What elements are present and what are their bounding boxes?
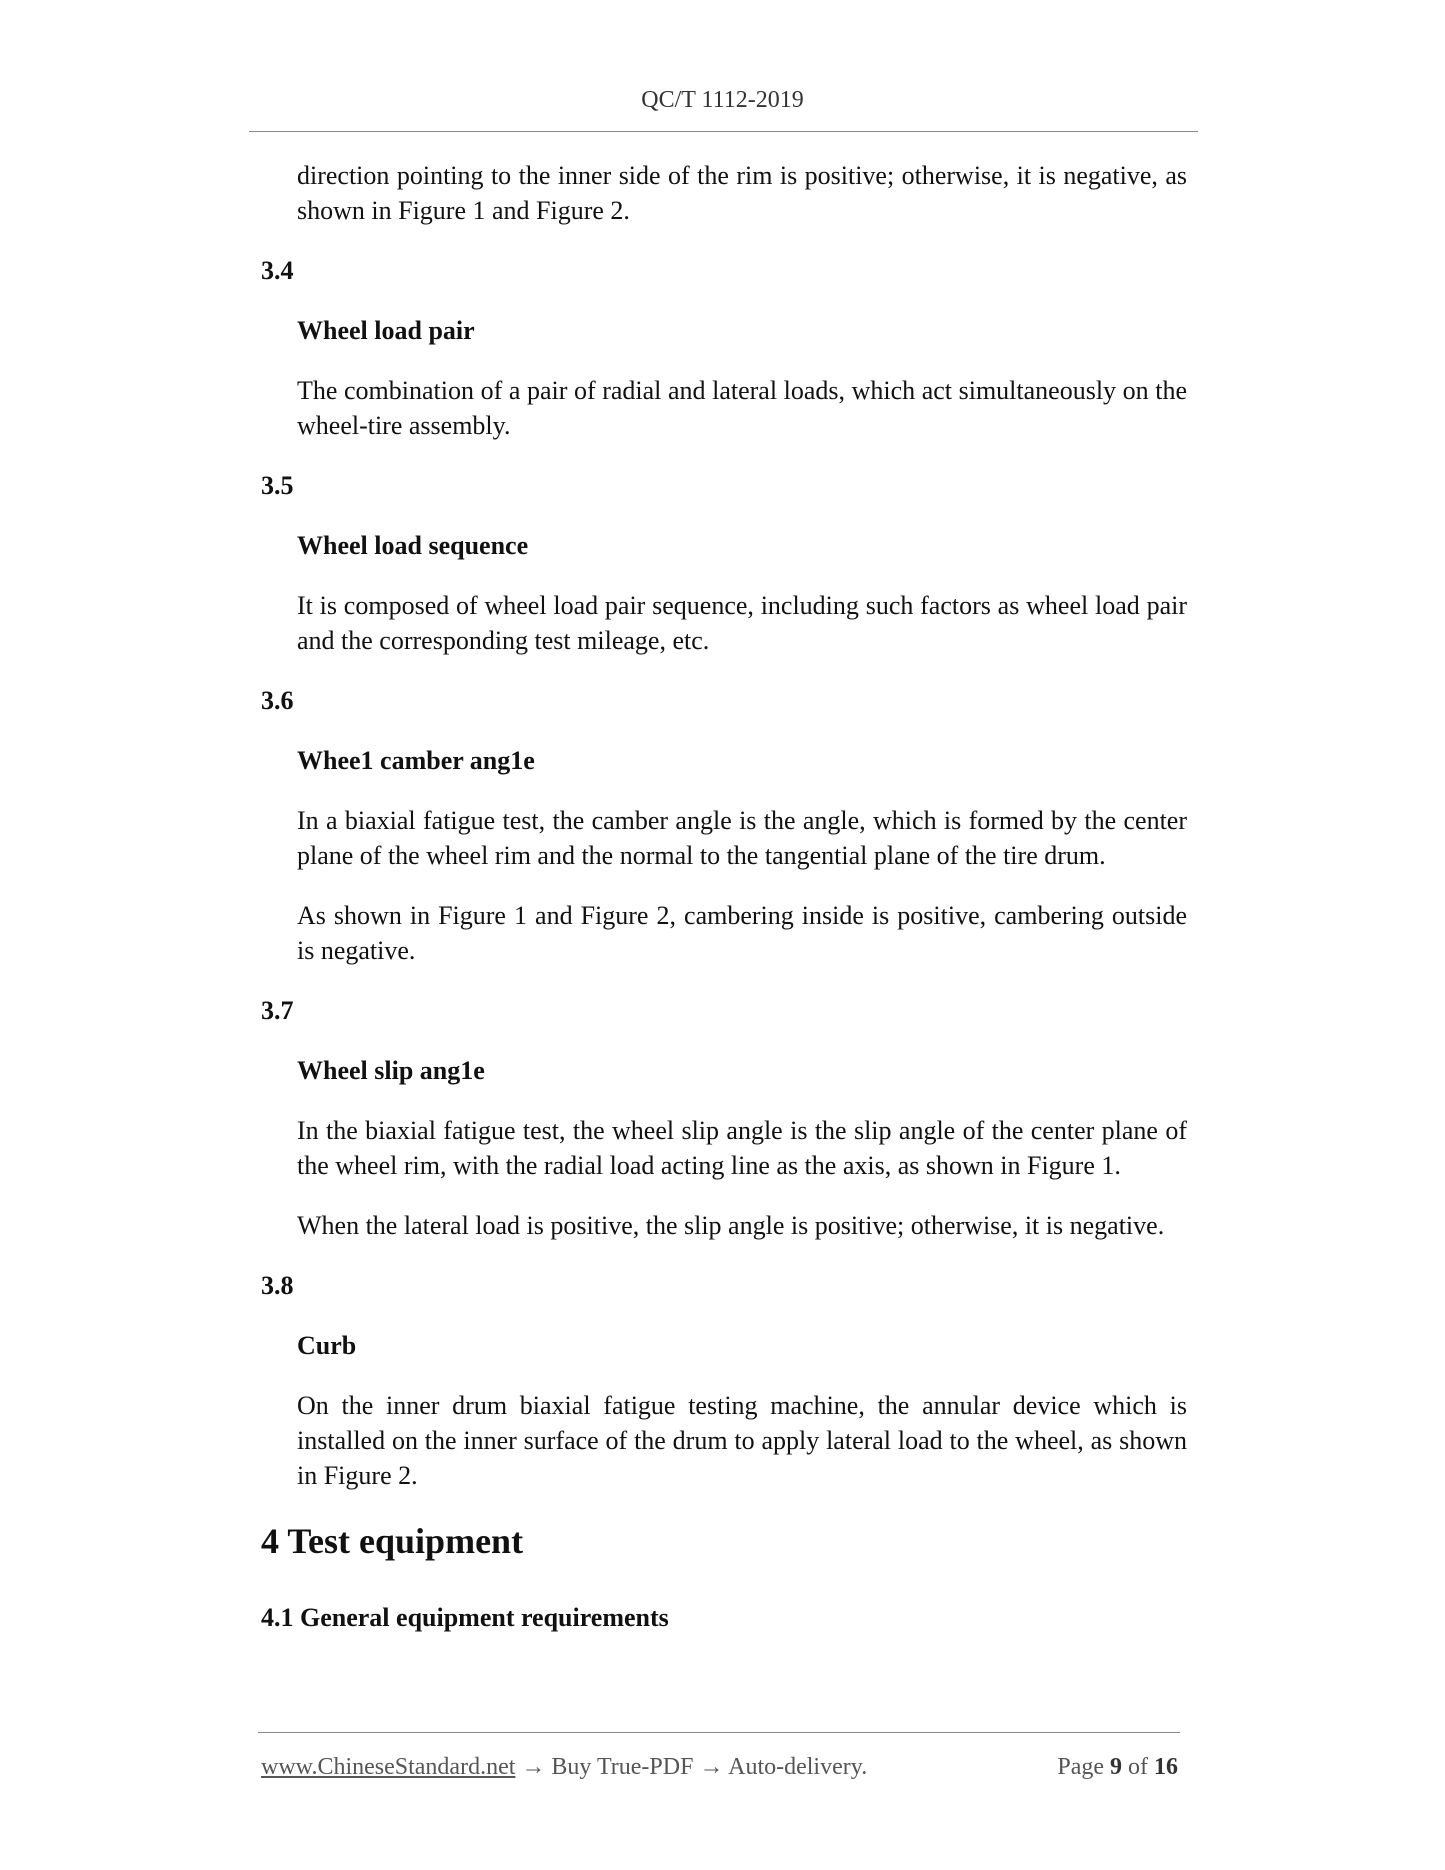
header-divider [249,131,1198,132]
intro-paragraph: direction pointing to the inner side of the rim is positive; otherwise, it is negative, as shown in Figure 1 and Figure 2. [297,161,1187,225]
definition-wheel-slip-angle: In the biaxial fatigue test, the wheel slip angle is the slip angle of the center plane of the wheel rim, with the radial load acting line as the axis, as shown in Figure 1. [297,1116,1187,1180]
definition-wheel-camber-angle: In a biaxial fatigue test, the camber angle is the angle, which is formed by the center plane of the wheel rim and the normal to the tangential plane of the tire drum. [297,806,1187,870]
definition-wheel-load-sequence: It is composed of wheel load pair sequence, including such factors as wheel load pair and the corresponding test mileage, etc. [297,591,1187,655]
clause-number-3-4: 3.4 [261,256,294,285]
clause-number-3-7: 3.7 [261,996,294,1025]
section-heading-4: 4 Test equipment [261,1521,524,1561]
term-wheel-slip-angle: Wheel slip ang1e [297,1056,485,1085]
clause-number-3-6: 3.6 [261,686,294,715]
current-page-number: 9 [1110,1754,1122,1780]
term-curb: Curb [297,1331,357,1360]
page-content [261,158,1187,1635]
page-label: Page [1057,1754,1110,1780]
note-wheel-camber-angle: As shown in Figure 1 and Figure 2, cambering inside is positive, cambering outside is negative. [297,901,1187,965]
clause-number-3-5: 3.5 [261,471,294,500]
clause-number-3-8: 3.8 [261,1271,294,1300]
term-wheel-camber-angle: Whee1 camber ang1e [297,746,535,775]
footer-divider [258,1732,1180,1733]
term-wheel-load-sequence: Wheel load sequence [297,531,529,560]
definition-wheel-load-pair: The combination of a pair of radial and lateral loads, which act simultaneously on the wheel-tire assembly. [297,376,1187,440]
footer-promo [261,1749,867,1785]
definition-curb: On the inner drum biaxial fatigue testing machine, the annular device which is installed on the inner surface of the drum to apply lateral load to the wheel, as shown in Figure 2. [297,1391,1187,1490]
total-page-count: 16 [1154,1754,1178,1780]
page-footer [261,1749,1178,1785]
term-wheel-load-pair: Wheel load pair [297,316,475,345]
subsection-heading-4-1: 4.1 General equipment requirements [261,1603,669,1632]
document-code-header: QC/T 1112-2019 [641,87,804,113]
note-wheel-slip-angle: When the lateral load is positive, the slip angle is positive; otherwise, it is negative. [297,1211,1165,1240]
website-link[interactable]: www.ChineseStandard.net [261,1754,516,1780]
footer-tagline: → Buy True-PDF → Auto-delivery. [515,1754,868,1780]
page-indicator [1057,1749,1178,1785]
page-of-label: of [1122,1754,1154,1780]
